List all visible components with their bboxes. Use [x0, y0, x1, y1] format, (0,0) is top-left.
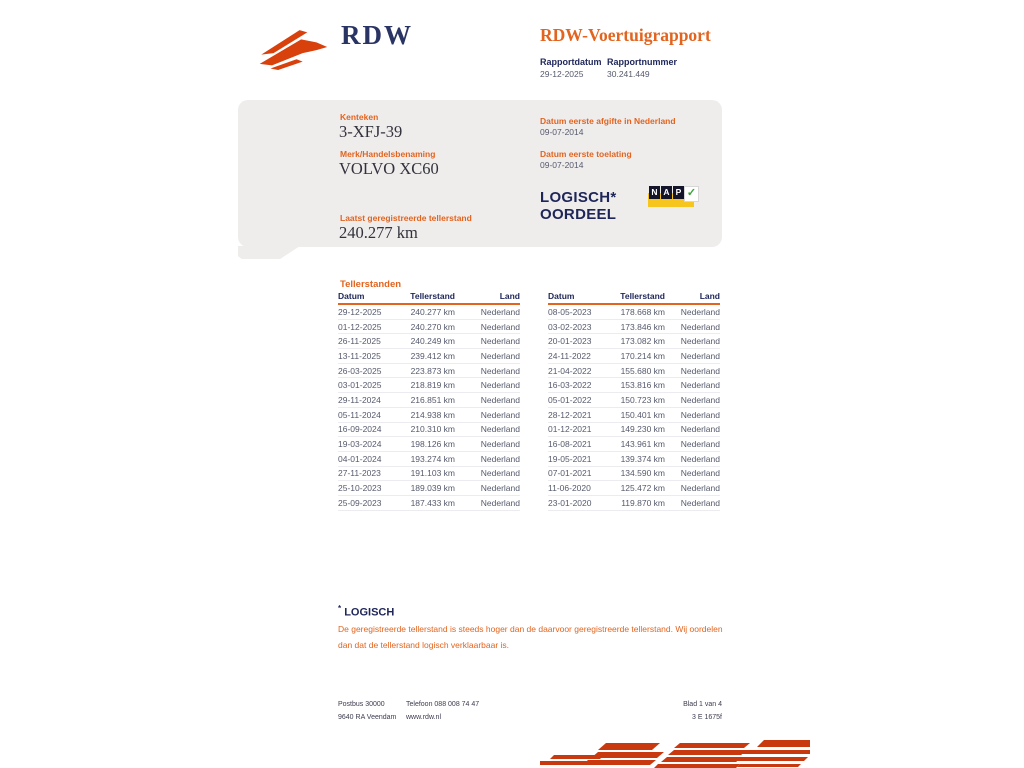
table-cell: Nederland	[680, 394, 720, 405]
table-row	[548, 320, 720, 335]
table-cell: Nederland	[480, 468, 520, 479]
table-cell: 16-03-2022	[548, 380, 592, 391]
laatste-tellerstand-label: Laatst geregistreerde tellerstand	[340, 213, 472, 223]
table-cell: Nederland	[480, 497, 520, 508]
col-header-land: Land	[499, 291, 520, 301]
col-header-datum: Datum	[338, 291, 365, 301]
table-cell: 04-01-2024	[338, 453, 382, 464]
table-cell: 23-01-2020	[548, 497, 592, 508]
table-cell: Nederland	[680, 336, 720, 347]
table-cell: Nederland	[480, 409, 520, 420]
table-row	[548, 305, 720, 320]
table-cell: 150.401 km	[620, 409, 665, 420]
table-cell: Nederland	[480, 336, 520, 347]
rdw-stripes-graphic-icon	[540, 736, 810, 768]
eerste-toelating-label: Datum eerste toelating	[540, 149, 632, 159]
rdw-bird-logo-icon	[256, 24, 334, 70]
table-cell: 155.680 km	[620, 365, 665, 376]
kenteken-value: 3-XFJ-39	[339, 122, 403, 141]
table-cell: Nederland	[480, 453, 520, 464]
table-row	[338, 467, 520, 482]
table-cell: Nederland	[480, 424, 520, 435]
table-cell: 191.103 km	[410, 468, 455, 479]
table-cell: Nederland	[480, 439, 520, 450]
report-date-label: Rapportdatum	[540, 57, 602, 67]
table-cell: 189.039 km	[410, 483, 455, 494]
table-cell: Nederland	[480, 394, 520, 405]
eerste-afgifte-value: 09-07-2014	[540, 127, 584, 137]
table-cell: 26-03-2025	[338, 365, 382, 376]
table-cell: Nederland	[680, 468, 720, 479]
page-title: RDW-Voertuigrapport	[540, 25, 711, 45]
table-cell: 153.816 km	[620, 380, 665, 391]
nap-letter-a: A	[661, 186, 672, 199]
table-cell: 143.961 km	[620, 439, 665, 450]
oordeel-line2: OORDEEL	[540, 206, 617, 223]
table-cell: Nederland	[680, 365, 720, 376]
table-cell: 150.723 km	[620, 394, 665, 405]
table-body	[338, 305, 520, 511]
table-cell: 139.374 km	[620, 453, 665, 464]
table-cell: 210.310 km	[410, 424, 455, 435]
table-cell: 223.873 km	[410, 365, 455, 376]
table-header-row	[338, 291, 520, 305]
table-cell: 119.870 km	[621, 497, 665, 508]
table-row	[548, 423, 720, 438]
table-row	[338, 408, 520, 423]
footer-address-line1: Postbus 30000	[338, 701, 385, 708]
table-cell: 29-12-2025	[338, 306, 382, 317]
table-cell: Nederland	[680, 483, 720, 494]
table-cell: Nederland	[480, 350, 520, 361]
table-cell: 16-08-2021	[548, 439, 592, 450]
table-cell: 149.230 km	[620, 424, 665, 435]
rdw-wordmark: RDW	[341, 20, 413, 50]
eerste-toelating-value: 09-07-2014	[540, 160, 584, 170]
table-row	[338, 437, 520, 452]
table-cell: 29-11-2024	[338, 394, 381, 405]
nap-letter-n: N	[649, 186, 660, 199]
table-row	[548, 378, 720, 393]
table-row	[548, 349, 720, 364]
footnote-text: De geregistreerde tellerstand is steeds hoger dan de daarvoor geregistreerde tellerstand. Wij oordelen dan dat de tellerstand logisch verklaarbaar is.	[338, 624, 723, 650]
tellerstanden-title: Tellerstanden	[340, 279, 402, 290]
table-body	[548, 305, 720, 511]
table-cell: Nederland	[680, 380, 720, 391]
footnote-title	[338, 604, 394, 619]
table-row	[548, 467, 720, 482]
table-cell: 19-05-2021	[548, 453, 592, 464]
merk-value: VOLVO XC60	[339, 159, 439, 178]
table-cell: 25-09-2023	[338, 497, 382, 508]
tellerstanden-table-left	[338, 291, 520, 511]
table-cell: 19-03-2024	[338, 439, 382, 450]
table-cell: Nederland	[480, 483, 520, 494]
table-cell: 214.938 km	[410, 409, 455, 420]
table-cell: Nederland	[680, 350, 720, 361]
table-cell: 134.590 km	[620, 468, 665, 479]
report-number-value: 30.241.449	[607, 69, 650, 79]
table-row	[548, 437, 720, 452]
table-cell: 05-11-2024	[338, 409, 381, 420]
table-cell: Nederland	[680, 424, 720, 435]
table-cell: 03-02-2023	[548, 321, 592, 332]
table-row	[548, 481, 720, 496]
col-header-tellerstand: Tellerstand	[410, 291, 455, 301]
footer-address-line2: 9640 RA Veendam	[338, 714, 397, 721]
table-cell: 01-12-2025	[338, 321, 382, 332]
table-cell: Nederland	[680, 439, 720, 450]
table-cell: 27-11-2023	[338, 468, 381, 479]
laatste-tellerstand-value: 240.277 km	[339, 223, 418, 242]
table-row	[548, 452, 720, 467]
table-row	[548, 334, 720, 349]
footer-website: www.rdw.nl	[406, 714, 442, 721]
table-cell: 240.249 km	[410, 336, 455, 347]
nap-letter-p: P	[673, 186, 684, 199]
table-cell: 05-01-2022	[548, 394, 592, 405]
footer-phone: Telefoon 088 008 74 47	[406, 701, 480, 708]
table-cell: 03-01-2025	[338, 380, 382, 391]
col-header-land: Land	[699, 291, 720, 301]
table-cell: 125.472 km	[620, 483, 665, 494]
table-cell: Nederland	[480, 321, 520, 332]
table-cell: 26-11-2025	[338, 336, 381, 347]
table-cell: 24-11-2022	[548, 350, 591, 361]
eerste-afgifte-label: Datum eerste afgifte in Nederland	[540, 116, 676, 126]
table-header-row	[548, 291, 720, 305]
table-row	[338, 305, 520, 320]
table-cell: 21-04-2022	[548, 365, 592, 376]
report-number-label: Rapportnummer	[607, 57, 678, 67]
footer-form-code: 3 E 1675f	[692, 714, 722, 721]
table-cell: Nederland	[480, 365, 520, 376]
table-cell: 198.126 km	[410, 439, 455, 450]
table-cell: 13-11-2025	[338, 350, 381, 361]
table-row	[338, 378, 520, 393]
table-row	[338, 334, 520, 349]
table-cell: 173.082 km	[620, 336, 665, 347]
table-row	[548, 364, 720, 379]
table-row	[338, 364, 520, 379]
table-cell: 178.668 km	[620, 306, 665, 317]
table-row	[338, 481, 520, 496]
report-date-value: 29-12-2025	[540, 69, 584, 79]
table-cell: 25-10-2023	[338, 483, 382, 494]
table-row	[338, 423, 520, 438]
col-header-tellerstand: Tellerstand	[620, 291, 665, 301]
merk-label: Merk/Handelsbenaming	[340, 149, 436, 159]
oordeel-text	[540, 189, 617, 223]
table-row	[338, 496, 520, 511]
table-cell: Nederland	[680, 453, 720, 464]
table-cell: Nederland	[680, 321, 720, 332]
table-row	[338, 393, 520, 408]
table-row	[338, 349, 520, 364]
table-row	[548, 408, 720, 423]
table-cell: 239.412 km	[410, 350, 455, 361]
nap-logo	[648, 186, 700, 209]
table-cell: 28-12-2021	[548, 409, 592, 420]
footnote-title-text: LOGISCH	[344, 606, 395, 619]
table-cell: 01-12-2021	[548, 424, 592, 435]
col-header-datum: Datum	[548, 291, 575, 301]
table-cell: 11-06-2020	[548, 483, 591, 494]
table-cell: 08-05-2023	[548, 306, 592, 317]
nap-check-icon: ✓	[684, 186, 699, 202]
table-cell: 218.819 km	[410, 380, 455, 391]
table-row	[548, 496, 720, 511]
table-cell: Nederland	[680, 306, 720, 317]
oordeel-line1: LOGISCH*	[540, 189, 617, 206]
table-cell: 193.274 km	[410, 453, 455, 464]
table-cell: Nederland	[480, 380, 520, 391]
table-cell: 240.270 km	[410, 321, 455, 332]
vehicle-summary-panel-tail	[238, 246, 300, 259]
table-cell: Nederland	[480, 306, 520, 317]
table-cell: 240.277 km	[410, 306, 455, 317]
table-cell: 20-01-2023	[548, 336, 592, 347]
table-cell: Nederland	[680, 409, 720, 420]
table-row	[338, 452, 520, 467]
table-cell: 187.433 km	[410, 497, 455, 508]
kenteken-label: Kenteken	[340, 112, 379, 122]
table-cell: 173.846 km	[620, 321, 665, 332]
tellerstanden-table-right	[548, 291, 720, 511]
table-row	[548, 393, 720, 408]
table-cell: Nederland	[680, 497, 720, 508]
table-cell: 170.214 km	[620, 350, 665, 361]
table-cell: 216.851 km	[410, 394, 455, 405]
table-cell: 16-09-2024	[338, 424, 382, 435]
footer-page-number: Blad 1 van 4	[683, 701, 722, 708]
table-cell: 07-01-2021	[548, 468, 592, 479]
table-row	[338, 320, 520, 335]
footnote-marker: *	[338, 604, 342, 613]
